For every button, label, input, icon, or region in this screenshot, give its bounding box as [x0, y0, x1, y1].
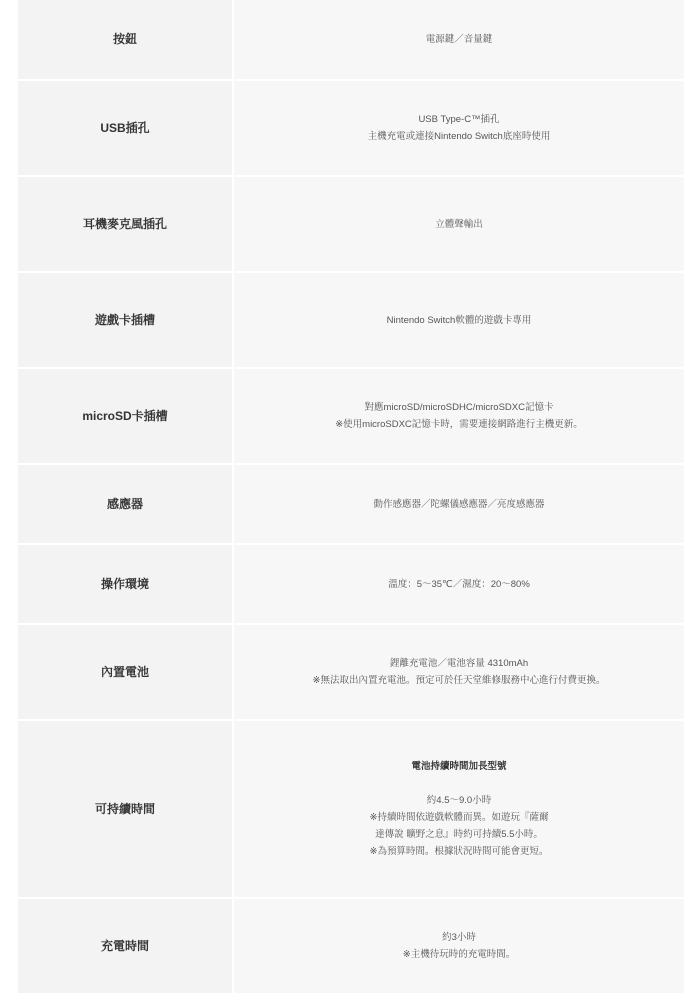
value-text: 對應microSD/microSDHC/microSDXC記憶卡	[364, 402, 554, 413]
label-text: 可持續時間	[94, 801, 155, 816]
label-text: 內置電池	[100, 664, 149, 679]
label-text: microSD	[82, 408, 132, 423]
spec-value	[234, 721, 684, 897]
label-text: 耳機	[82, 216, 107, 231]
spec-label	[18, 721, 232, 897]
label-text: 卡插槽	[131, 408, 168, 423]
value-text: 約3小時	[442, 932, 476, 943]
spec-value	[234, 625, 684, 719]
label-text: USB插孔	[100, 120, 150, 135]
spec-row-charging-time	[18, 899, 684, 993]
value-text: USB Type-C™插孔	[418, 114, 500, 125]
spec-label	[18, 545, 232, 623]
label-text: 遊戲卡	[94, 312, 131, 327]
value-text: 約4.5～9.0小時	[426, 795, 492, 806]
value-text: 主機充電或連接Nintendo Switch底座時使用	[367, 131, 551, 142]
value-text: ※持續時間依遊戲軟體而異。如遊玩『薩爾	[369, 812, 549, 823]
value-text: ※為預算時間。根據狀況時間可能會更短。	[369, 846, 549, 857]
spec-row-battery-life	[18, 721, 684, 897]
spec-label	[18, 81, 232, 175]
spec-label	[18, 177, 232, 271]
spec-value	[234, 545, 684, 623]
label-text: 插槽	[131, 312, 156, 327]
value-text: ※無法取出內置充電池。預定可於任天堂維修服務中心進行付費更換。	[312, 675, 606, 686]
spec-row-audio-jack	[18, 177, 684, 271]
value-text: 電源鍵／音量鍵	[425, 34, 493, 45]
spec-value	[234, 369, 684, 463]
label-text: 操作環境	[100, 576, 149, 591]
spec-row-usb	[18, 81, 684, 175]
spec-value	[234, 0, 684, 79]
spec-value	[234, 177, 684, 271]
value-text: 溫度：5～35℃／濕度：20～80%	[388, 578, 530, 590]
label-text: 按鈕	[112, 32, 137, 46]
spec-row-game-card-slot	[18, 273, 684, 367]
value-text: 達傳說 曠野之息』時約可持續5.5小時。	[375, 829, 543, 840]
value-text: Nintendo Switch軟體的遊戲卡專用	[386, 314, 532, 326]
spec-label	[18, 625, 232, 719]
spec-row-battery	[18, 625, 684, 719]
spec-label	[18, 465, 232, 543]
spec-value	[234, 465, 684, 543]
value-heading: 電池持續時間加長型號	[411, 761, 507, 772]
spec-value	[234, 899, 684, 993]
spec-row-operating-environment	[18, 545, 684, 623]
spec-row-microsd-slot	[18, 369, 684, 463]
spec-table	[18, 0, 684, 993]
spec-value	[234, 81, 684, 175]
spec-value	[234, 273, 684, 367]
value-text: ※主機待玩時的充電時間。	[402, 949, 516, 960]
spec-row-buttons	[18, 0, 684, 79]
value-text: 鋰離充電池／電池容量 4310mAh	[389, 658, 529, 669]
label-text: 感應器	[106, 496, 143, 511]
value-text: ※使用microSDXC記憶卡時，需要連接網路進行主機更新。	[335, 419, 583, 430]
spec-label	[18, 899, 232, 993]
spec-label	[18, 369, 232, 463]
label-text: 充電時間	[100, 938, 149, 953]
spec-label	[18, 0, 232, 79]
spec-row-sensors	[18, 465, 684, 543]
spec-label	[18, 273, 232, 367]
value-text: 動作感應器／陀螺儀感應器／亮度感應器	[373, 498, 545, 510]
value-text: 立體聲輸出	[435, 218, 483, 230]
label-text: 麥克風插孔	[107, 216, 168, 231]
